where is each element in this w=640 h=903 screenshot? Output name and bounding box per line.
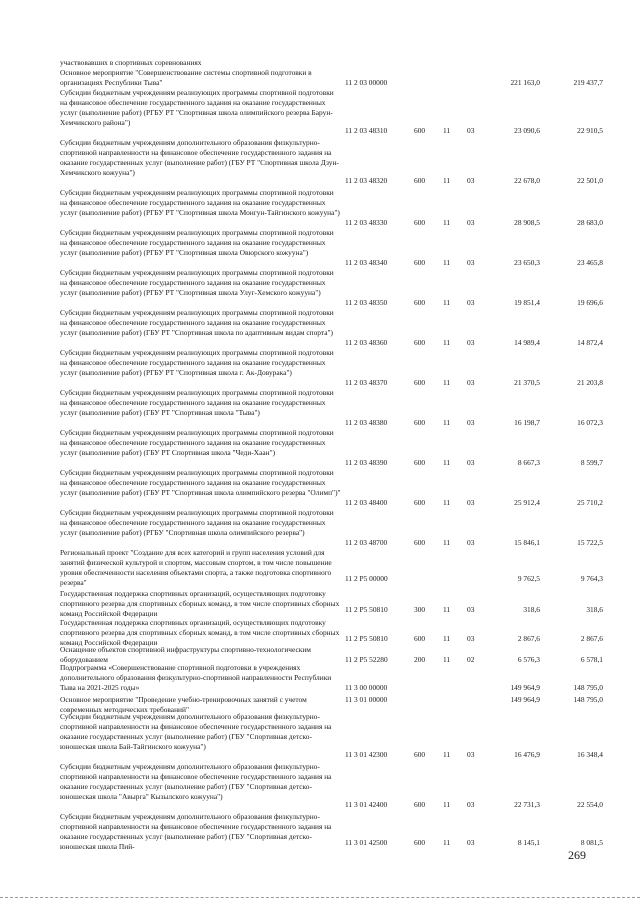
row-subsection: 03 <box>467 750 475 759</box>
row-description: Субсидии бюджетным учреждениям реализующих программы спортивной подготовки на финансовое обеспечение государственного задания на оказание государственных услуг (выполнение работ) (РГБУ РТ "Спортивная школа г. Ак-Довурака") <box>60 348 334 377</box>
row-section: 11 <box>443 538 451 547</box>
row-subsection: 03 <box>467 458 475 467</box>
row-amount-year1: 23 090,6 <box>514 126 540 135</box>
row-subsection: 03 <box>467 634 475 643</box>
row-description: Государственная поддержка спортивных организаций, осуществляющих подготовку спортивного резерва для спортивных сборных команд, в том числе спортивных сборных команд Российской Федерации <box>60 618 340 647</box>
row-section: 11 <box>443 750 451 759</box>
row-amount-year1: 19 851,4 <box>514 298 540 307</box>
row-code: 11 2 03 48330 <box>345 218 388 227</box>
row-description: Субсидии бюджетным учреждениям дополнительного образования физкультурно-спортивной направленности на финансовое обеспечение государственного задания на оказание государственных услуг (выполнение работ) (ГБУ "Спортивная детско-юношеская школа "Авырга" Кызылского кожууна") <box>60 762 332 801</box>
row-code: 11 2 P5 00000 <box>345 574 388 583</box>
row-description: Оснащение объектов спортивной инфраструктуры спортивно-технологическим оборудованием <box>60 645 311 664</box>
row-description: Государственная поддержка спортивных организаций, осуществляющих подготовку спортивного резерва для спортивных сборных команд, в том числе спортивных сборных команд Российской Федерации <box>60 589 340 618</box>
row-amount-year1: 149 964,9 <box>510 695 540 704</box>
row-section: 11 <box>443 655 451 664</box>
row-amount-year2: 8 081,5 <box>580 838 603 847</box>
row-amount-year2: 6 578,1 <box>580 655 603 664</box>
row-description: Основное мероприятие "Совершенствование системы спортивной подготовки в организациях Республики Тыва" <box>60 68 312 87</box>
row-section: 11 <box>443 126 451 135</box>
row-code: 11 2 03 48320 <box>345 176 388 185</box>
row-amount-year1: 23 650,3 <box>514 258 540 267</box>
row-expense-type: 600 <box>414 458 426 467</box>
row-expense-type: 600 <box>414 750 426 759</box>
row-amount-year1: 21 370,5 <box>514 378 540 387</box>
row-amount-year2: 21 203,8 <box>577 378 603 387</box>
row-expense-type: 600 <box>414 218 426 227</box>
row-amount-year1: 318,6 <box>523 605 540 614</box>
row-amount-year1: 22 731,3 <box>514 800 540 809</box>
row-expense-type: 600 <box>414 338 426 347</box>
row-subsection: 03 <box>467 126 475 135</box>
row-section: 11 <box>443 605 451 614</box>
row-subsection: 03 <box>467 298 475 307</box>
row-amount-year2: 22 910,5 <box>577 126 603 135</box>
row-amount-year2: 19 696,6 <box>577 298 603 307</box>
row-description: Основное мероприятие "Проведение учебно-тренировочных занятий с учетом современных методических требований" <box>60 695 307 714</box>
row-subsection: 03 <box>467 538 475 547</box>
row-code: 11 2 P5 50810 <box>345 605 388 614</box>
row-subsection: 03 <box>467 378 475 387</box>
row-code: 11 2 03 48400 <box>345 498 388 507</box>
row-code: 11 2 03 48370 <box>345 378 388 387</box>
row-subsection: 03 <box>467 338 475 347</box>
row-amount-year1: 16 476,9 <box>514 750 540 759</box>
row-description: Субсидии бюджетным учреждениям реализующих программы спортивной подготовки на финансовое обеспечение государственного задания на оказание государственных услуг (выполнение работ) (ГБУ РТ "Спортивная школа по адаптивным видам спорта") <box>60 308 334 337</box>
row-expense-type: 600 <box>414 634 426 643</box>
row-amount-year2: 9 764,3 <box>580 574 603 583</box>
row-description: Субсидии бюджетным учреждениям реализующих программы спортивной подготовки на финансовое обеспечение государственного задания на оказание государственных услуг (выполнение работ) (РГБУ "Спортивная школа олимпийского резерва") <box>60 508 334 537</box>
row-amount-year2: 15 722,5 <box>577 538 603 547</box>
row-description: Субсидии бюджетным учреждениям реализующих программы спортивной подготовки на финансовое обеспечение государственного задания на оказание государственных услуг (выполнение работ) (ГБУ РТ "Спортивная школа олимпийского резерва "Олимп")" <box>60 468 341 497</box>
row-description: Субсидии бюджетным учреждениям реализующих программы спортивной подготовки на финансовое обеспечение государственного задания на оказание государственных услуг (выполнение работ) (ГБУ РТ "Спортивная школа "Тыва") <box>60 388 334 417</box>
row-description: Подпрограмма «Совершенствование спортивной подготовки в учреждениях дополнительного образования физкультурно-спортивной направленности Республики Тыва на 2021-2025 годы» <box>60 663 332 692</box>
row-subsection: 02 <box>467 655 475 664</box>
row-section: 11 <box>443 800 451 809</box>
row-code: 11 2 03 48310 <box>345 126 388 135</box>
row-amount-year2: 14 872,4 <box>577 338 603 347</box>
row-amount-year1: 221 163,0 <box>510 78 540 87</box>
row-code: 11 3 01 42400 <box>345 800 388 809</box>
row-section: 11 <box>443 218 451 227</box>
row-description: Субсидии бюджетным учреждениям реализующих программы спортивной подготовки на финансовое обеспечение государственного задания на оказание государственных услуг (выполнение работ) (РГБУ РТ "Спортивная школа Овюрского кожууна") <box>60 228 334 257</box>
footer-divider <box>0 897 640 899</box>
row-subsection: 03 <box>467 176 475 185</box>
row-code: 11 2 P5 52280 <box>345 655 388 664</box>
row-amount-year2: 22 501,0 <box>577 176 603 185</box>
row-code: 11 2 03 48380 <box>345 418 388 427</box>
row-code: 11 2 03 48390 <box>345 458 388 467</box>
row-expense-type: 600 <box>414 258 426 267</box>
row-amount-year1: 25 912,4 <box>514 498 540 507</box>
row-section: 11 <box>443 176 451 185</box>
row-description: участвовавших в спортивных соревнованиях <box>60 58 202 67</box>
row-section: 11 <box>443 458 451 467</box>
row-section: 11 <box>443 498 451 507</box>
row-amount-year2: 23 465,8 <box>577 258 603 267</box>
row-code: 11 2 03 48350 <box>345 298 388 307</box>
row-amount-year2: 16 348,4 <box>577 750 603 759</box>
row-expense-type: 600 <box>414 418 426 427</box>
row-section: 11 <box>443 298 451 307</box>
row-expense-type: 200 <box>414 655 426 664</box>
row-amount-year1: 8 145,1 <box>517 838 540 847</box>
row-description: Субсидии бюджетным учреждениям дополнительного образования физкультурно-спортивной направленности на финансовое обеспечение государственного задания на оказание государственных услуг (выполнение работ) (ГБУ "Спортивная детско-юношеская школа Пий- <box>60 812 332 851</box>
row-subsection: 03 <box>467 218 475 227</box>
row-amount-year2: 16 072,3 <box>577 418 603 427</box>
row-subsection: 03 <box>467 498 475 507</box>
row-expense-type: 600 <box>414 538 426 547</box>
row-expense-type: 300 <box>414 605 426 614</box>
row-description: Субсидии бюджетным учреждениям дополнительного образования физкультурно-спортивной направленности на финансовое обеспечение государственного задания на оказание государственных услуг (выполнение работ) (ГБУ РТ "Спортивная школа Дзун-Хемчикского кожууна") <box>60 138 339 177</box>
row-expense-type: 600 <box>414 800 426 809</box>
row-subsection: 03 <box>467 838 475 847</box>
row-amount-year2: 318,6 <box>586 605 603 614</box>
row-description: Субсидии бюджетным учреждениям реализующих программы спортивной подготовки на финансовое обеспечение государственного задания на оказание государственных услуг (выполнение работ) (РГБУ РТ "Спортивная школа олимпийского резерва Барун-Хемчикского района") <box>60 88 334 127</box>
row-expense-type: 600 <box>414 498 426 507</box>
row-amount-year1: 22 678,0 <box>514 176 540 185</box>
row-amount-year1: 9 762,5 <box>517 574 540 583</box>
row-code: 11 3 01 42300 <box>345 750 388 759</box>
row-description: Субсидии бюджетным учреждениям реализующих программы спортивной подготовки на финансовое обеспечение государственного задания на оказание государственных услуг (выполнение работ) (РГБУ РТ "Спортивная школа Монгун-Тайгинского кожууна") <box>60 188 340 217</box>
row-code: 11 2 03 48360 <box>345 338 388 347</box>
row-section: 11 <box>443 378 451 387</box>
row-code: 11 2 03 48340 <box>345 258 388 267</box>
row-amount-year2: 2 867,6 <box>580 634 603 643</box>
row-amount-year2: 8 599,7 <box>580 458 603 467</box>
row-section: 11 <box>443 418 451 427</box>
row-code: 11 2 03 48700 <box>345 538 388 547</box>
row-expense-type: 600 <box>414 838 426 847</box>
row-section: 11 <box>443 634 451 643</box>
row-code: 11 3 01 42500 <box>345 838 388 847</box>
page-number: 269 <box>568 848 586 862</box>
row-amount-year1: 8 667,3 <box>517 458 540 467</box>
row-expense-type: 600 <box>414 298 426 307</box>
row-code: 11 2 P5 50810 <box>345 634 388 643</box>
row-description: Региональный проект "Создание для всех категорий и групп населения условий для занятий физической культурой и спортом, массовым спортом, в том числе повышение уровня обеспеченности населения объектами спорта, а также подготовка спортивного резерва" <box>60 548 332 587</box>
row-amount-year1: 15 846,1 <box>514 538 540 547</box>
row-amount-year1: 6 576,3 <box>517 655 540 664</box>
row-code: 11 2 03 00000 <box>345 78 388 87</box>
row-amount-year1: 28 908,5 <box>514 218 540 227</box>
row-amount-year1: 14 989,4 <box>514 338 540 347</box>
row-amount-year1: 2 867,6 <box>517 634 540 643</box>
row-section: 11 <box>443 258 451 267</box>
row-amount-year2: 22 554,0 <box>577 800 603 809</box>
row-amount-year1: 16 198,7 <box>514 418 540 427</box>
row-section: 11 <box>443 338 451 347</box>
row-subsection: 03 <box>467 605 475 614</box>
row-description: Субсидии бюджетным учреждениям дополнительного образования физкультурно-спортивной направленности на финансовое обеспечение государственного задания на оказание государственных услуг (выполнение работ) (ГБУ "Спортивная детско-юношеская школа Бай-Тайгинского кожууна") <box>60 712 332 751</box>
row-section: 11 <box>443 838 451 847</box>
row-amount-year2: 219 437,7 <box>573 78 603 87</box>
row-amount-year2: 28 683,0 <box>577 218 603 227</box>
row-code: 11 3 01 00000 <box>345 695 388 704</box>
row-subsection: 03 <box>467 418 475 427</box>
row-amount-year1: 149 964,9 <box>510 683 540 692</box>
row-amount-year2: 148 795,0 <box>573 695 603 704</box>
row-description: Субсидии бюджетным учреждениям реализующих программы спортивной подготовки на финансовое обеспечение государственного задания на оказание государственных услуг (выполнение работ) (ГБУ РТ Спортивная школа "Чеди-Хаан") <box>60 428 334 457</box>
row-expense-type: 600 <box>414 378 426 387</box>
row-amount-year2: 25 710,2 <box>577 498 603 507</box>
row-amount-year2: 148 795,0 <box>573 683 603 692</box>
row-expense-type: 600 <box>414 126 426 135</box>
row-description: Субсидии бюджетным учреждениям реализующих программы спортивной подготовки на финансовое обеспечение государственного задания на оказание государственных услуг (выполнение работ) (РГБУ РТ "Спортивная школа Улуг-Хемского кожууна") <box>60 268 334 297</box>
row-expense-type: 600 <box>414 176 426 185</box>
row-code: 11 3 00 00000 <box>345 683 388 692</box>
row-subsection: 03 <box>467 258 475 267</box>
row-subsection: 03 <box>467 800 475 809</box>
